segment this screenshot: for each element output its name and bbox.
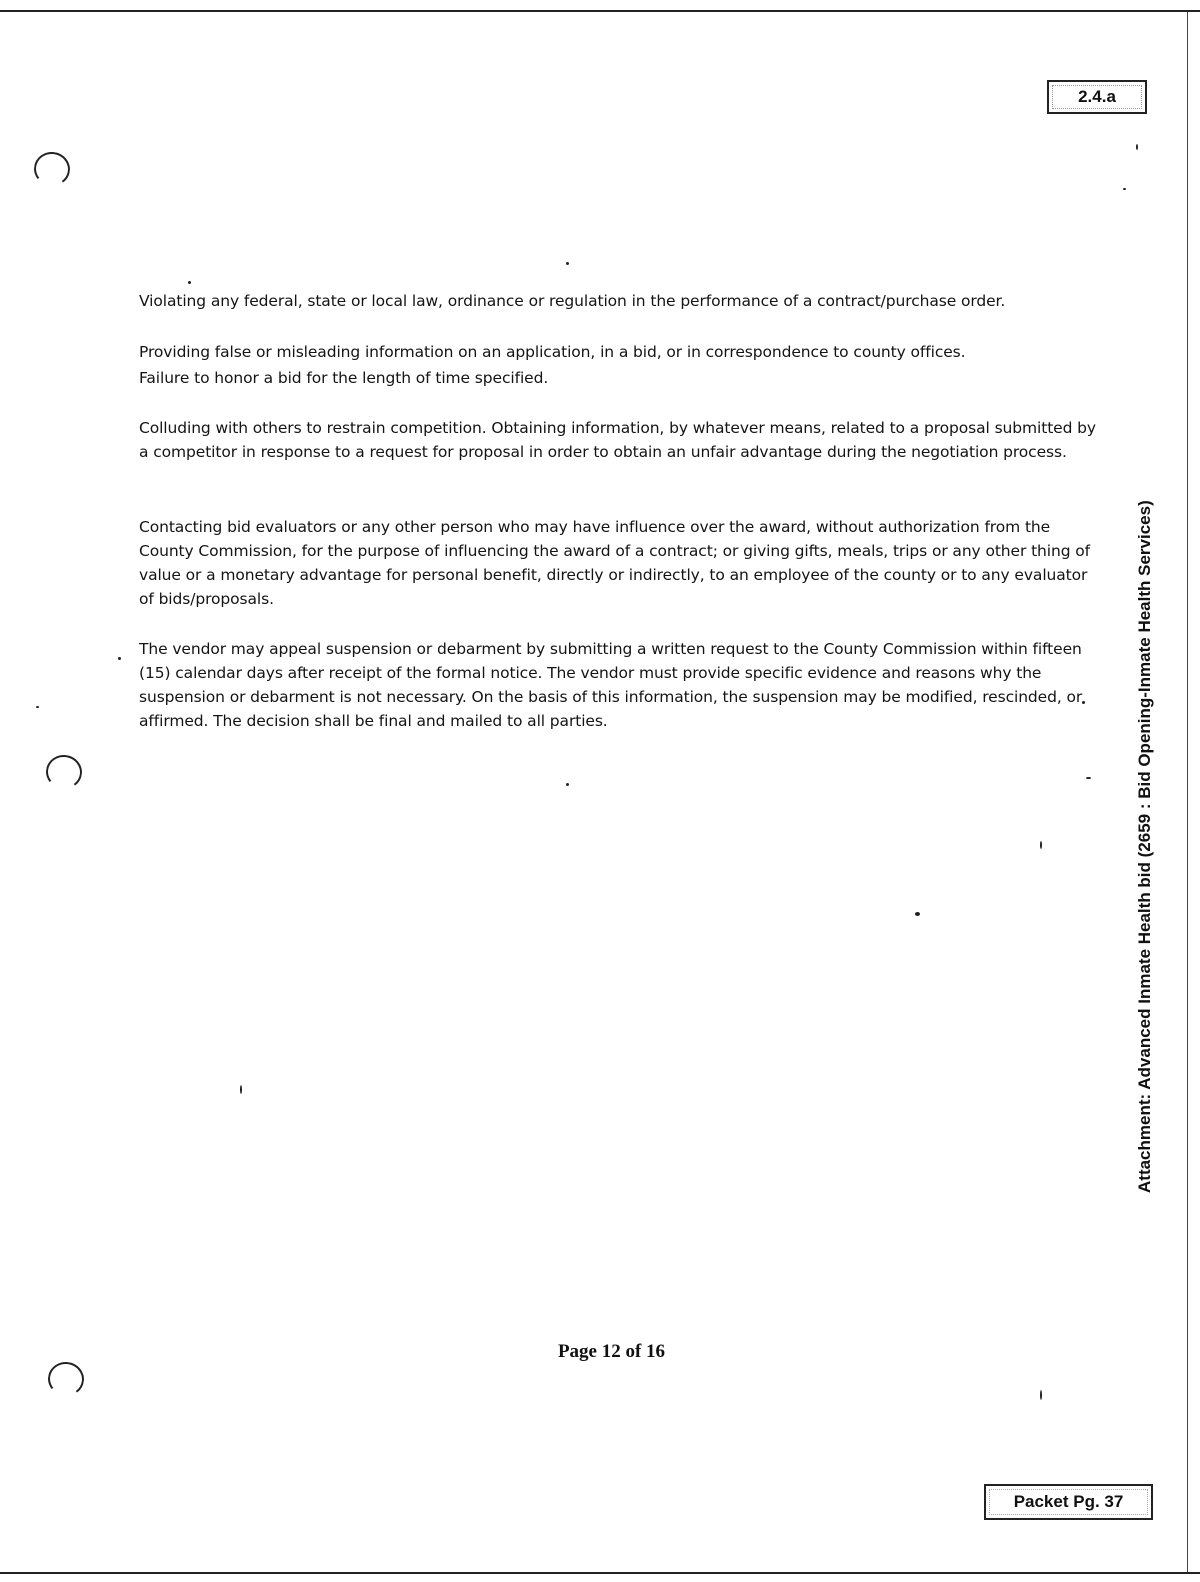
scan-speck: [566, 262, 569, 265]
scan-speck: [566, 783, 569, 786]
scan-speck: [1136, 144, 1138, 150]
scan-speck: [1123, 188, 1126, 190]
paragraph-contacting-evaluators: Contacting bid evaluators or any other person who may have influence over the award, without authorization from the County Commission, for the purpose of influencing the award of a contract; or giving gifts, meals, trips or any other thing of value or a monetary advantage for personal benefit, directly or indirectly, to an employee of the county or to any evaluator of bids/proposals.: [139, 518, 1091, 608]
punch-hole-middle: [44, 753, 84, 792]
section-code: 2.4.a: [1078, 87, 1116, 106]
scan-speck: [188, 281, 191, 284]
scan-speck: [240, 1085, 242, 1094]
scan-speck: [118, 657, 121, 660]
paragraph-violating-law: Violating any federal, state or local law, ordinance or regulation in the performance of a contract/purchase order.: [139, 292, 1006, 310]
section-code-box-inner-border: [1052, 85, 1142, 109]
page-border-right: [1187, 12, 1188, 1572]
scan-speck: [915, 912, 920, 916]
scan-speck: [1040, 841, 1042, 849]
scan-speck: [1040, 1390, 1042, 1400]
punch-hole-bottom: [46, 1360, 86, 1399]
scan-speck: [1086, 777, 1091, 779]
paragraph-failure-to-honor: Failure to honor a bid for the length of time specified.: [139, 369, 549, 387]
packet-page-box-inner-border: [989, 1489, 1148, 1515]
paragraph-colluding: Colluding with others to restrain competition. Obtaining information, by whatever means, related to a proposal submitted by a competitor in response to a request for proposal in order to obtain an unfair advantage during the negotiation process.: [139, 419, 1096, 461]
punch-hole-top: [32, 150, 72, 189]
packet-page-box: [984, 1484, 1153, 1520]
section-code-box: [1047, 80, 1147, 114]
paragraph-vendor-appeal: The vendor may appeal suspension or debarment by submitting a written request to the County Commission within fifteen (15) calendar days after receipt of the formal notice. The vendor must provide specific evidence and reasons why the suspension or debarment is not necessary. On the basis of this information, the suspension may be modified, rescinded, or affirmed. The decision shall be final and mailed to all parties.: [139, 640, 1083, 730]
scan-speck: [1082, 701, 1085, 704]
paragraph-false-information: Providing false or misleading information on an application, in a bid, or in correspondence to county offices.: [139, 343, 966, 361]
page-border-top: [0, 10, 1200, 12]
page-border-bottom: [0, 1572, 1200, 1574]
scan-speck: [36, 706, 39, 708]
page-number: Page 12 of 16: [557, 1341, 666, 1362]
packet-page-label: Packet Pg. 37: [1013, 1492, 1124, 1511]
attachment-side-label: Attachment: Advanced Inmate Health bid (2659 : Bid Opening-Inmate Health Services): [1135, 500, 1154, 1193]
